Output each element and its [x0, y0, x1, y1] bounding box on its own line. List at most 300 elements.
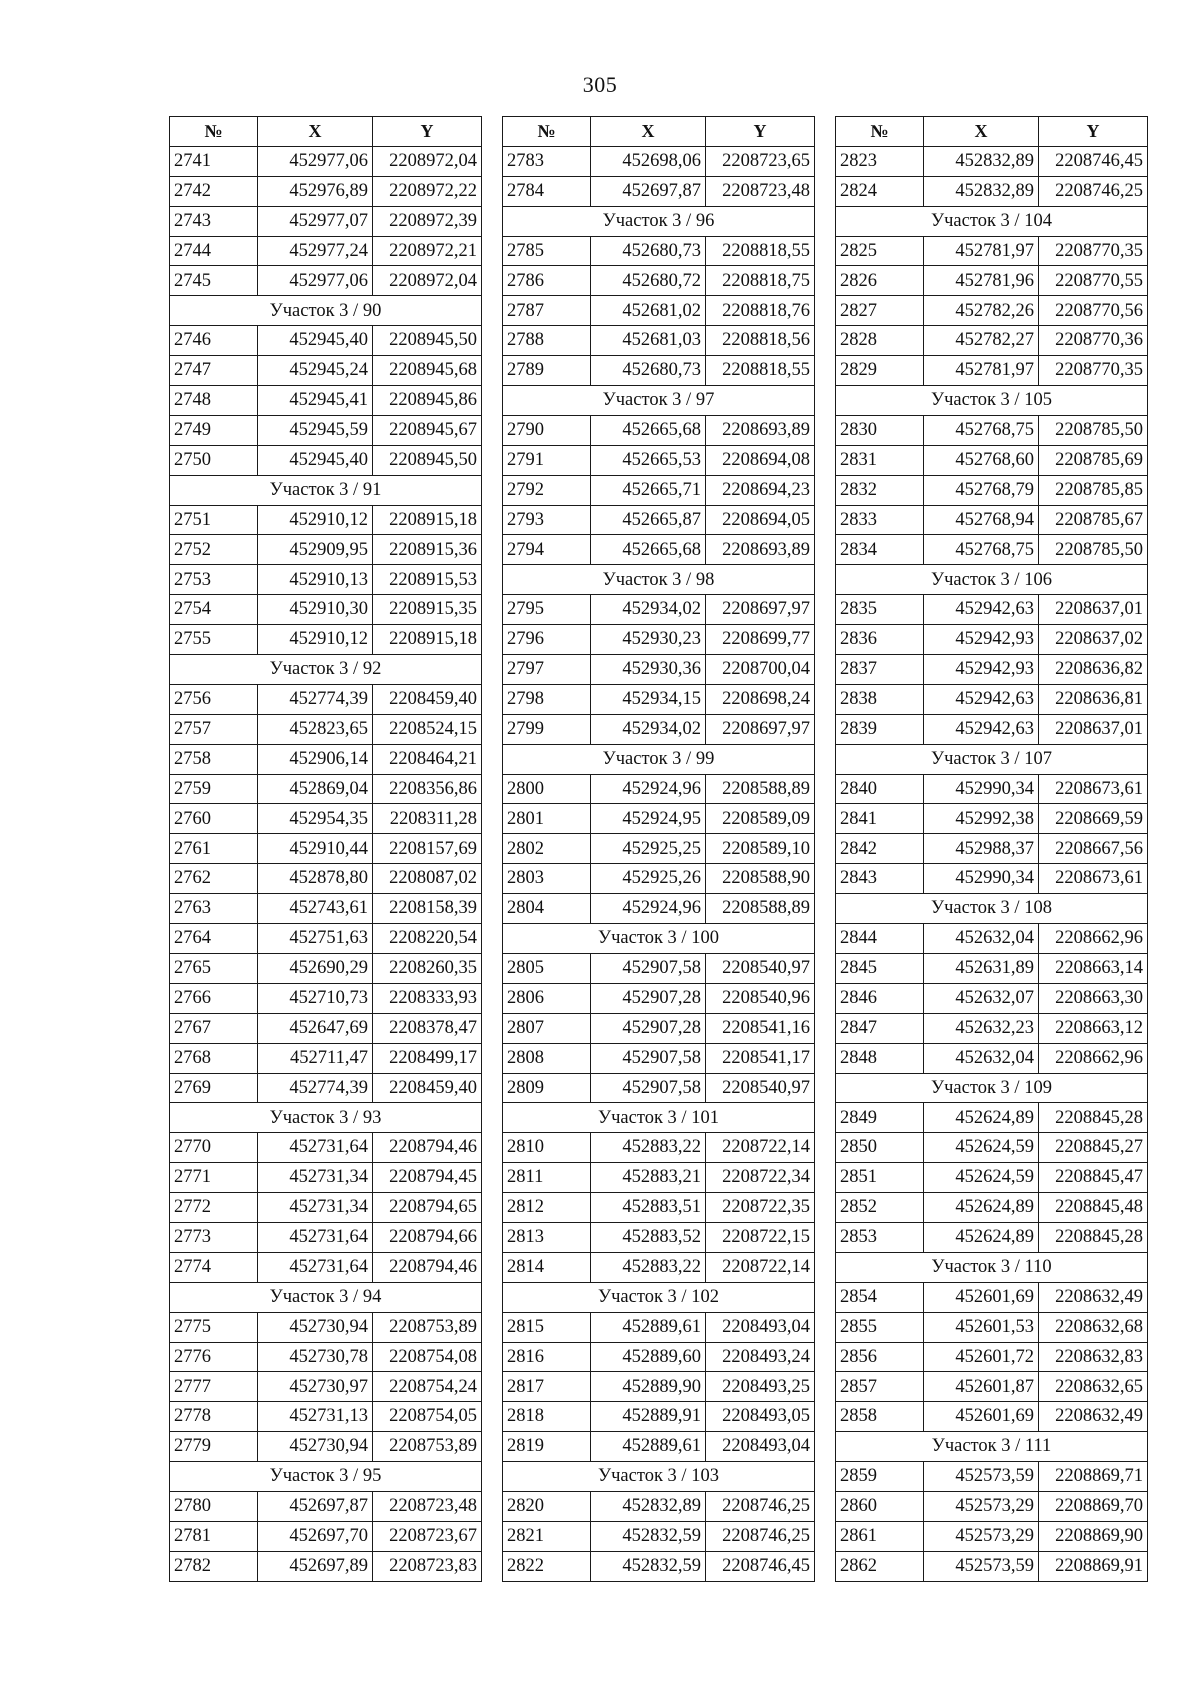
section-title: Участок 3 / 103 [503, 1462, 815, 1492]
y-coordinate: 2208459,40 [373, 1073, 482, 1103]
table-row [836, 1491, 1148, 1521]
y-coordinate: 2208493,04 [706, 1432, 815, 1462]
point-number: 2794 [503, 535, 591, 565]
point-number: 2767 [170, 1013, 258, 1043]
y-coordinate: 2208794,45 [373, 1163, 482, 1193]
x-coordinate: 452954,35 [258, 804, 373, 834]
point-number: 2749 [170, 415, 258, 445]
y-coordinate: 2208667,56 [1039, 834, 1148, 864]
x-coordinate: 452889,91 [591, 1402, 706, 1432]
table-row [503, 475, 815, 505]
header-number: № [170, 117, 258, 147]
table-row [170, 1402, 482, 1432]
point-number: 2747 [170, 356, 258, 386]
point-number: 2746 [170, 326, 258, 356]
x-coordinate: 452624,59 [924, 1133, 1039, 1163]
point-number: 2818 [503, 1402, 591, 1432]
x-coordinate: 452945,59 [258, 415, 373, 445]
y-coordinate: 2208669,59 [1039, 804, 1148, 834]
x-coordinate: 452910,12 [258, 505, 373, 535]
x-coordinate: 452832,59 [591, 1551, 706, 1581]
point-number: 2832 [836, 475, 924, 505]
table-row [170, 1222, 482, 1252]
table-row [503, 894, 815, 924]
point-number: 2799 [503, 714, 591, 744]
section-row [836, 1432, 1148, 1462]
point-number: 2765 [170, 953, 258, 983]
table-row [836, 774, 1148, 804]
x-coordinate: 452945,40 [258, 326, 373, 356]
x-coordinate: 452992,38 [924, 804, 1039, 834]
x-coordinate: 452573,29 [924, 1521, 1039, 1551]
table-row [503, 356, 815, 386]
table-row [836, 684, 1148, 714]
point-number: 2745 [170, 266, 258, 296]
table-row [836, 1282, 1148, 1312]
x-coordinate: 452924,96 [591, 774, 706, 804]
y-coordinate: 2208972,04 [373, 266, 482, 296]
x-coordinate: 452977,06 [258, 146, 373, 176]
x-coordinate: 452601,87 [924, 1372, 1039, 1402]
point-number: 2817 [503, 1372, 591, 1402]
x-coordinate: 452930,23 [591, 625, 706, 655]
y-coordinate: 2208869,90 [1039, 1521, 1148, 1551]
x-coordinate: 452990,34 [924, 864, 1039, 894]
section-title: Участок 3 / 91 [170, 475, 482, 505]
table-row [503, 1312, 815, 1342]
x-coordinate: 452774,39 [258, 684, 373, 714]
x-coordinate: 452768,94 [924, 505, 1039, 535]
point-number: 2840 [836, 774, 924, 804]
point-number: 2754 [170, 595, 258, 625]
y-coordinate: 2208693,89 [706, 535, 815, 565]
x-coordinate: 452601,69 [924, 1402, 1039, 1432]
point-number: 2805 [503, 953, 591, 983]
x-coordinate: 452942,93 [924, 625, 1039, 655]
point-number: 2860 [836, 1491, 924, 1521]
point-number: 2814 [503, 1252, 591, 1282]
point-number: 2854 [836, 1282, 924, 1312]
point-number: 2797 [503, 655, 591, 685]
table-row [836, 1551, 1148, 1581]
x-coordinate: 452697,87 [591, 176, 706, 206]
point-number: 2858 [836, 1402, 924, 1432]
x-coordinate: 452774,39 [258, 1073, 373, 1103]
table-row [836, 1103, 1148, 1133]
x-coordinate: 452889,61 [591, 1312, 706, 1342]
section-title: Участок 3 / 92 [170, 655, 482, 685]
section-title: Участок 3 / 107 [836, 744, 1148, 774]
table-row [503, 1252, 815, 1282]
table-row [170, 326, 482, 356]
y-coordinate: 2208493,05 [706, 1402, 815, 1432]
x-coordinate: 452781,97 [924, 236, 1039, 266]
x-coordinate: 452768,79 [924, 475, 1039, 505]
point-number: 2835 [836, 595, 924, 625]
x-coordinate: 452730,94 [258, 1432, 373, 1462]
point-number: 2762 [170, 864, 258, 894]
point-number: 2830 [836, 415, 924, 445]
y-coordinate: 2208356,86 [373, 774, 482, 804]
y-coordinate: 2208818,55 [706, 356, 815, 386]
point-number: 2753 [170, 565, 258, 595]
point-number: 2779 [170, 1432, 258, 1462]
x-coordinate: 452924,96 [591, 894, 706, 924]
y-coordinate: 2208945,86 [373, 386, 482, 416]
x-coordinate: 452832,89 [924, 146, 1039, 176]
y-coordinate: 2208663,12 [1039, 1013, 1148, 1043]
x-coordinate: 452781,97 [924, 356, 1039, 386]
point-number: 2827 [836, 296, 924, 326]
point-number: 2828 [836, 326, 924, 356]
section-title: Участок 3 / 104 [836, 206, 1148, 236]
table-row [836, 804, 1148, 834]
x-coordinate: 452869,04 [258, 774, 373, 804]
x-coordinate: 452910,30 [258, 595, 373, 625]
y-coordinate: 2208493,24 [706, 1342, 815, 1372]
x-coordinate: 452930,36 [591, 655, 706, 685]
table-row [503, 1372, 815, 1402]
point-number: 2815 [503, 1312, 591, 1342]
x-coordinate: 452601,72 [924, 1342, 1039, 1372]
table-row [170, 1432, 482, 1462]
header-y: Y [706, 117, 815, 147]
point-number: 2806 [503, 983, 591, 1013]
x-coordinate: 452889,61 [591, 1432, 706, 1462]
table-row [170, 774, 482, 804]
table-row [170, 206, 482, 236]
y-coordinate: 2208697,97 [706, 714, 815, 744]
table-row [170, 1342, 482, 1372]
y-coordinate: 2208499,17 [373, 1043, 482, 1073]
y-coordinate: 2208723,48 [373, 1491, 482, 1521]
y-coordinate: 2208722,14 [706, 1252, 815, 1282]
x-coordinate: 452883,52 [591, 1222, 706, 1252]
point-number: 2780 [170, 1491, 258, 1521]
y-coordinate: 2208845,27 [1039, 1133, 1148, 1163]
point-number: 2851 [836, 1163, 924, 1193]
point-number: 2856 [836, 1342, 924, 1372]
header-y: Y [1039, 117, 1148, 147]
table-row [836, 1312, 1148, 1342]
y-coordinate: 2208673,61 [1039, 774, 1148, 804]
y-coordinate: 2208637,01 [1039, 595, 1148, 625]
y-coordinate: 2208697,97 [706, 595, 815, 625]
table-row [836, 266, 1148, 296]
x-coordinate: 452883,22 [591, 1133, 706, 1163]
table-row [170, 1252, 482, 1282]
section-row [503, 1103, 815, 1133]
section-row [170, 475, 482, 505]
point-number: 2841 [836, 804, 924, 834]
table-row [503, 1222, 815, 1252]
table-row [170, 834, 482, 864]
x-coordinate: 452906,14 [258, 744, 373, 774]
table-row [836, 1163, 1148, 1193]
table-row [170, 386, 482, 416]
table-row [836, 505, 1148, 535]
table-row [503, 1491, 815, 1521]
y-coordinate: 2208945,67 [373, 415, 482, 445]
y-coordinate: 2208260,35 [373, 953, 482, 983]
point-number: 2757 [170, 714, 258, 744]
table-row [170, 864, 482, 894]
y-coordinate: 2208694,23 [706, 475, 815, 505]
x-coordinate: 452731,13 [258, 1402, 373, 1432]
x-coordinate: 452768,60 [924, 445, 1039, 475]
point-number: 2819 [503, 1432, 591, 1462]
y-coordinate: 2208636,81 [1039, 684, 1148, 714]
x-coordinate: 452883,21 [591, 1163, 706, 1193]
header-x: X [924, 117, 1039, 147]
table-row [503, 1133, 815, 1163]
y-coordinate: 2208637,02 [1039, 625, 1148, 655]
x-coordinate: 452768,75 [924, 535, 1039, 565]
y-coordinate: 2208972,22 [373, 176, 482, 206]
y-coordinate: 2208770,56 [1039, 296, 1148, 326]
table-row [836, 1193, 1148, 1223]
table-row [503, 146, 815, 176]
point-number: 2845 [836, 953, 924, 983]
table-row [503, 1551, 815, 1581]
table-row [170, 1521, 482, 1551]
table-row [503, 625, 815, 655]
y-coordinate: 2208915,53 [373, 565, 482, 595]
point-number: 2786 [503, 266, 591, 296]
x-coordinate: 452624,89 [924, 1103, 1039, 1133]
point-number: 2741 [170, 146, 258, 176]
y-coordinate: 2208818,56 [706, 326, 815, 356]
table-row [836, 176, 1148, 206]
point-number: 2839 [836, 714, 924, 744]
x-coordinate: 452977,24 [258, 236, 373, 266]
coordinate-table-middle [502, 116, 815, 1582]
point-number: 2787 [503, 296, 591, 326]
point-number: 2742 [170, 176, 258, 206]
x-coordinate: 452680,73 [591, 236, 706, 266]
table-row [503, 1342, 815, 1372]
table-row [170, 1372, 482, 1402]
point-number: 2824 [836, 176, 924, 206]
section-row [836, 894, 1148, 924]
y-coordinate: 2208746,25 [706, 1521, 815, 1551]
table-row [836, 625, 1148, 655]
point-number: 2773 [170, 1222, 258, 1252]
point-number: 2755 [170, 625, 258, 655]
point-number: 2778 [170, 1402, 258, 1432]
point-number: 2838 [836, 684, 924, 714]
section-title: Участок 3 / 102 [503, 1282, 815, 1312]
header-number: № [503, 117, 591, 147]
x-coordinate: 452823,65 [258, 714, 373, 744]
x-coordinate: 452907,28 [591, 983, 706, 1013]
y-coordinate: 2208722,15 [706, 1222, 815, 1252]
x-coordinate: 452945,40 [258, 445, 373, 475]
table-row [836, 834, 1148, 864]
table-row [170, 953, 482, 983]
x-coordinate: 452907,28 [591, 1013, 706, 1043]
point-number: 2802 [503, 834, 591, 864]
point-number: 2847 [836, 1013, 924, 1043]
table-row [836, 326, 1148, 356]
y-coordinate: 2208632,49 [1039, 1402, 1148, 1432]
table-row [503, 1521, 815, 1551]
y-coordinate: 2208754,24 [373, 1372, 482, 1402]
y-coordinate: 2208662,96 [1039, 924, 1148, 954]
x-coordinate: 452924,95 [591, 804, 706, 834]
table-row [503, 684, 815, 714]
table-row [170, 894, 482, 924]
section-title: Участок 3 / 105 [836, 386, 1148, 416]
table-row [836, 296, 1148, 326]
point-number: 2751 [170, 505, 258, 535]
table-row [503, 266, 815, 296]
table-row [170, 1133, 482, 1163]
point-number: 2788 [503, 326, 591, 356]
point-number: 2842 [836, 834, 924, 864]
y-coordinate: 2208632,65 [1039, 1372, 1148, 1402]
y-coordinate: 2208915,18 [373, 625, 482, 655]
y-coordinate: 2208632,49 [1039, 1282, 1148, 1312]
point-number: 2748 [170, 386, 258, 416]
y-coordinate: 2208157,69 [373, 834, 482, 864]
y-coordinate: 2208754,08 [373, 1342, 482, 1372]
x-coordinate: 452934,02 [591, 595, 706, 625]
point-number: 2775 [170, 1312, 258, 1342]
table-row [836, 1222, 1148, 1252]
table-header-row [503, 117, 815, 147]
point-number: 2801 [503, 804, 591, 834]
point-number: 2759 [170, 774, 258, 804]
x-coordinate: 452907,58 [591, 1073, 706, 1103]
table-row [503, 1013, 815, 1043]
x-coordinate: 452680,73 [591, 356, 706, 386]
table-row [503, 535, 815, 565]
y-coordinate: 2208945,50 [373, 445, 482, 475]
header-number: № [836, 117, 924, 147]
x-coordinate: 452910,12 [258, 625, 373, 655]
x-coordinate: 452624,89 [924, 1193, 1039, 1223]
point-number: 2807 [503, 1013, 591, 1043]
table-row [170, 236, 482, 266]
point-number: 2750 [170, 445, 258, 475]
x-coordinate: 452925,26 [591, 864, 706, 894]
point-number: 2803 [503, 864, 591, 894]
x-coordinate: 452977,06 [258, 266, 373, 296]
table-row [836, 1043, 1148, 1073]
x-coordinate: 452730,78 [258, 1342, 373, 1372]
table-row [503, 1043, 815, 1073]
point-number: 2848 [836, 1043, 924, 1073]
y-coordinate: 2208700,04 [706, 655, 815, 685]
y-coordinate: 2208698,24 [706, 684, 815, 714]
header-x: X [591, 117, 706, 147]
point-number: 2859 [836, 1462, 924, 1492]
y-coordinate: 2208754,05 [373, 1402, 482, 1432]
y-coordinate: 2208694,08 [706, 445, 815, 475]
point-number: 2812 [503, 1193, 591, 1223]
x-coordinate: 452624,59 [924, 1163, 1039, 1193]
table-row [503, 1193, 815, 1223]
table-row [170, 415, 482, 445]
coordinate-table-left [169, 116, 482, 1582]
y-coordinate: 2208746,25 [1039, 176, 1148, 206]
point-number: 2844 [836, 924, 924, 954]
table-row [503, 236, 815, 266]
table-row [503, 864, 815, 894]
y-coordinate: 2208972,21 [373, 236, 482, 266]
y-coordinate: 2208722,35 [706, 1193, 815, 1223]
point-number: 2810 [503, 1133, 591, 1163]
section-title: Участок 3 / 99 [503, 744, 815, 774]
table-row [170, 266, 482, 296]
section-row [836, 1252, 1148, 1282]
section-row [503, 1462, 815, 1492]
table-row [170, 744, 482, 774]
y-coordinate: 2208785,50 [1039, 535, 1148, 565]
x-coordinate: 452782,27 [924, 326, 1039, 356]
point-number: 2792 [503, 475, 591, 505]
table-row [503, 595, 815, 625]
y-coordinate: 2208945,50 [373, 326, 482, 356]
x-coordinate: 452632,04 [924, 1043, 1039, 1073]
section-title: Участок 3 / 97 [503, 386, 815, 416]
y-coordinate: 2208694,05 [706, 505, 815, 535]
table-row [170, 924, 482, 954]
y-coordinate: 2208220,54 [373, 924, 482, 954]
x-coordinate: 452976,89 [258, 176, 373, 206]
y-coordinate: 2208589,09 [706, 804, 815, 834]
table-row [836, 445, 1148, 475]
x-coordinate: 452768,75 [924, 415, 1039, 445]
x-coordinate: 452878,80 [258, 864, 373, 894]
x-coordinate: 452942,63 [924, 714, 1039, 744]
point-number: 2771 [170, 1163, 258, 1193]
section-row [836, 565, 1148, 595]
point-number: 2820 [503, 1491, 591, 1521]
y-coordinate: 2208818,76 [706, 296, 815, 326]
section-title: Участок 3 / 96 [503, 206, 815, 236]
coordinate-table-right [835, 116, 1148, 1582]
table-row [836, 1133, 1148, 1163]
y-coordinate: 2208693,89 [706, 415, 815, 445]
table-header-row [170, 117, 482, 147]
x-coordinate: 452731,64 [258, 1252, 373, 1282]
table-row [503, 415, 815, 445]
table-row [170, 1491, 482, 1521]
x-coordinate: 452573,59 [924, 1462, 1039, 1492]
point-number: 2813 [503, 1222, 591, 1252]
section-row [170, 1103, 482, 1133]
y-coordinate: 2208845,28 [1039, 1103, 1148, 1133]
table-row [836, 864, 1148, 894]
point-number: 2752 [170, 535, 258, 565]
point-number: 2849 [836, 1103, 924, 1133]
section-row [503, 924, 815, 954]
y-coordinate: 2208637,01 [1039, 714, 1148, 744]
section-title: Участок 3 / 111 [836, 1432, 1148, 1462]
x-coordinate: 452665,53 [591, 445, 706, 475]
x-coordinate: 452573,59 [924, 1551, 1039, 1581]
table-row [503, 655, 815, 685]
y-coordinate: 2208588,89 [706, 774, 815, 804]
y-coordinate: 2208794,46 [373, 1133, 482, 1163]
point-number: 2795 [503, 595, 591, 625]
x-coordinate: 452731,34 [258, 1163, 373, 1193]
point-number: 2857 [836, 1372, 924, 1402]
point-number: 2852 [836, 1193, 924, 1223]
point-number: 2789 [503, 356, 591, 386]
